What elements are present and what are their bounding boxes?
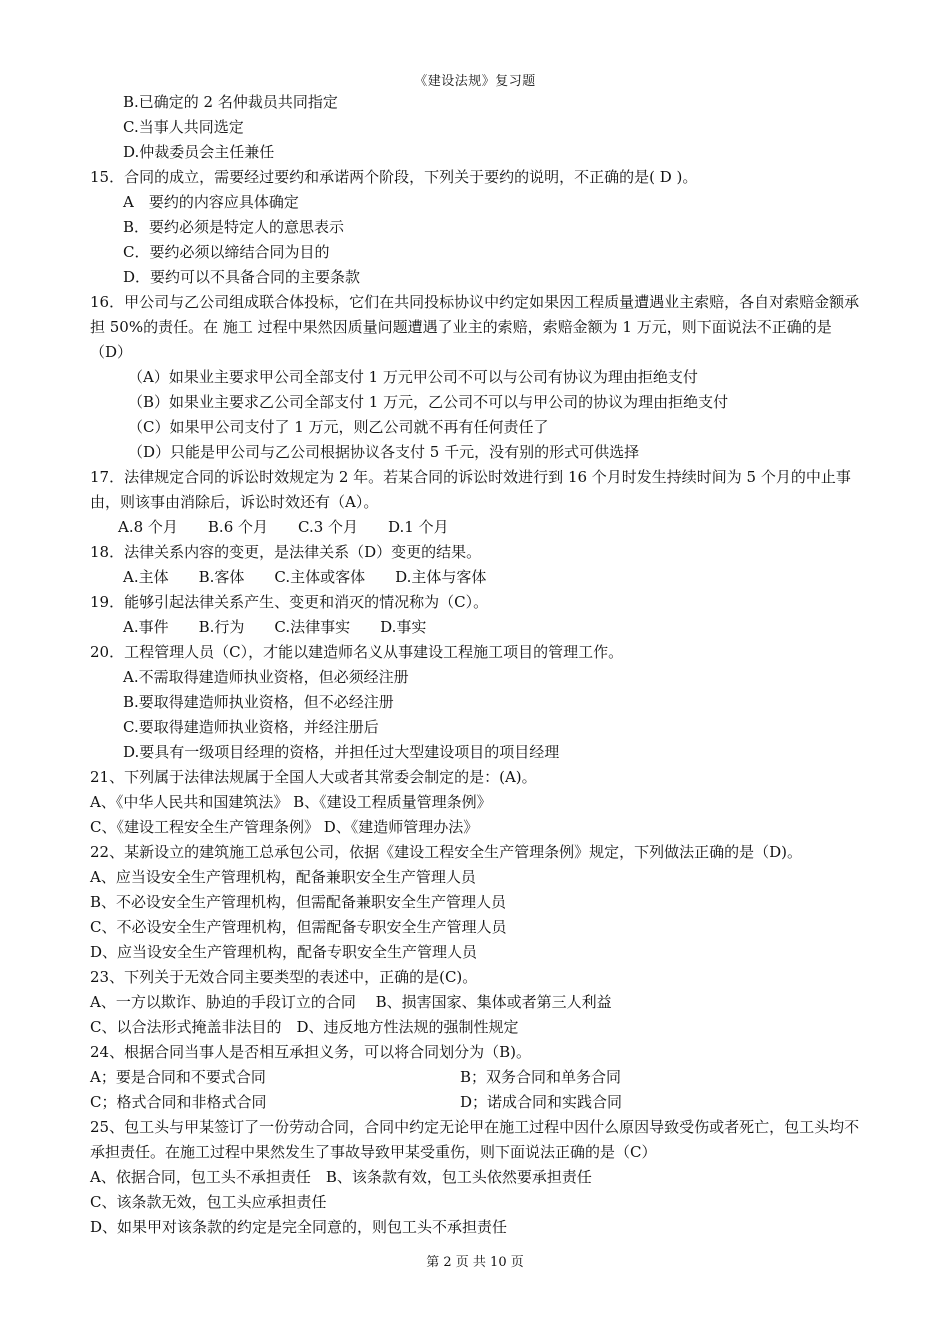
answer-option: B、不必设安全生产管理机构，但需配备兼职安全生产管理人员 <box>90 893 507 911</box>
question-21: 21、下列属于法律法规属于全国人大或者其常委会制定的是：(A)。 <box>90 768 537 786</box>
answer-option: D.仲裁委员会主任兼任 <box>123 143 275 161</box>
answer-option: （C）如果甲公司支付了 1 万元，则乙公司就不再有任何责任了 <box>128 418 549 436</box>
answer-option: C．要约必须以缔结合同为目的 <box>123 243 330 261</box>
answer-option: C；格式合同和非格式合同 <box>90 1093 267 1111</box>
answer-option: D．要约可以不具备合同的主要条款 <box>123 268 361 286</box>
question-17: 17．法律规定合同的诉讼时效规定为 2 年。若某合同的诉讼时效进行到 16 个月时发生持续时间为 5 个月的中止事由，则该事由消除后，诉讼时效还有（A）。 <box>90 468 851 511</box>
answer-options-row <box>90 1090 862 1115</box>
answer-options-row: A.主体 B.客体 C.主体或客体 D.主体与客体 <box>123 568 487 586</box>
question-16: 16．甲公司与乙公司组成联合体投标，它们在共同投标协议中约定如果因工程质量遭遇业主索赔，各自对索赔金额承担 50%的责任。在 施工 过程中果然因质量问题遭遇了业主的索赔，索赔金额为 1 万元，则下面说法不正确的是（D） <box>90 293 860 361</box>
page-footer: 第 2 页 共 10 页 <box>426 1255 524 1270</box>
answer-option: B；双务合同和单务合同 <box>460 1068 622 1086</box>
answer-option: B.已确定的 2 名仲裁员共同指定 <box>123 93 338 111</box>
document-header: 《建设法规》复习题 <box>414 74 536 89</box>
answer-option: C.当事人共同选定 <box>123 118 244 136</box>
answer-options-row: A.8 个月 B.6 个月 C.3 个月 D.1 个月 <box>118 518 449 536</box>
answer-options-row: A、《中华人民共和国建筑法》 B、《建设工程质量管理条例》 <box>90 793 492 811</box>
answer-option: D、如果甲对该条款的约定是完全同意的，则包工头不承担责任 <box>90 1218 508 1236</box>
answer-option: B.要取得建造师执业资格，但不必经注册 <box>123 693 394 711</box>
answer-option: A；要是合同和不要式合同 <box>90 1068 266 1086</box>
question-24: 24、根据合同当事人是否相互承担义务，可以将合同划分为（B)。 <box>90 1043 531 1061</box>
answer-option: B．要约必须是特定人的意思表示 <box>123 218 345 236</box>
document-body <box>90 90 862 1240</box>
answer-option: C.要取得建造师执业资格，并经注册后 <box>123 718 379 736</box>
answer-options-row: A、一方以欺诈、胁迫的手段订立的合同 B、损害国家、集体或者第三人利益 <box>90 993 612 1011</box>
answer-option: （D）只能是甲公司与乙公司根据协议各支付 5 千元，没有别的形式可供选择 <box>128 443 640 461</box>
answer-option: D；诺成合同和实践合同 <box>460 1093 623 1111</box>
answer-option: （A）如果业主要求甲公司全部支付 1 万元甲公司不可以与公司有协议为理由拒绝支付 <box>128 368 698 386</box>
answer-option: （B）如果业主要求乙公司全部支付 1 万元，乙公司不可以与甲公司的协议为理由拒绝支付 <box>128 393 729 411</box>
answer-option: C、该条款无效，包工头应承担责任 <box>90 1193 327 1211</box>
question-20: 20．工程管理人员（C），才能以建造师名义从事建设工程施工项目的管理工作。 <box>90 643 624 661</box>
answer-option: A.不需取得建造师执业资格，但必须经注册 <box>123 668 409 686</box>
answer-option: D、应当设安全生产管理机构，配备专职安全生产管理人员 <box>90 943 478 961</box>
answer-option: A、应当设安全生产管理机构，配备兼职安全生产管理人员 <box>90 868 476 886</box>
question-18: 18．法律关系内容的变更，是法律关系（D）变更的结果。 <box>90 543 482 561</box>
answer-option: D.要具有一级项目经理的资格，并担任过大型建设项目的项目经理 <box>123 743 560 761</box>
question-22: 22、某新设立的建筑施工总承包公司，依据《建设工程安全生产管理条例》规定，下列做法正确的是（D)。 <box>90 843 802 861</box>
answer-option: A 要约的内容应具体确定 <box>123 193 299 211</box>
answer-options-row: C、以合法形式掩盖非法目的 D、违反地方性法规的强制性规定 <box>90 1018 519 1036</box>
answer-option: C、不必设安全生产管理机构，但需配备专职安全生产管理人员 <box>90 918 507 936</box>
answer-options-row <box>90 1065 862 1090</box>
answer-options-row: A.事件 B.行为 C.法律事实 D.事实 <box>123 618 427 636</box>
answer-options-row: C、《建设工程安全生产管理条例》 D、《建造师管理办法》 <box>90 818 479 836</box>
question-23: 23、下列关于无效合同主要类型的表述中，正确的是(C)。 <box>90 968 478 986</box>
question-15: 15．合同的成立，需要经过要约和承诺两个阶段，下列关于要约的说明，不正确的是( D )。 <box>90 168 698 186</box>
question-19: 19．能够引起法律关系产生、变更和消灭的情况称为（C）。 <box>90 593 489 611</box>
question-25: 25、包工头与甲某签订了一份劳动合同，合同中约定无论甲在施工过程中因什么原因导致受伤或者死亡，包工头均不承担责任。在施工过程中果然发生了事故导致甲某受重伤，则下面说法正确的是（C） <box>90 1118 860 1161</box>
answer-options-row: A、依据合同，包工头不承担责任 B、该条款有效，包工头依然要承担责任 <box>90 1168 592 1186</box>
